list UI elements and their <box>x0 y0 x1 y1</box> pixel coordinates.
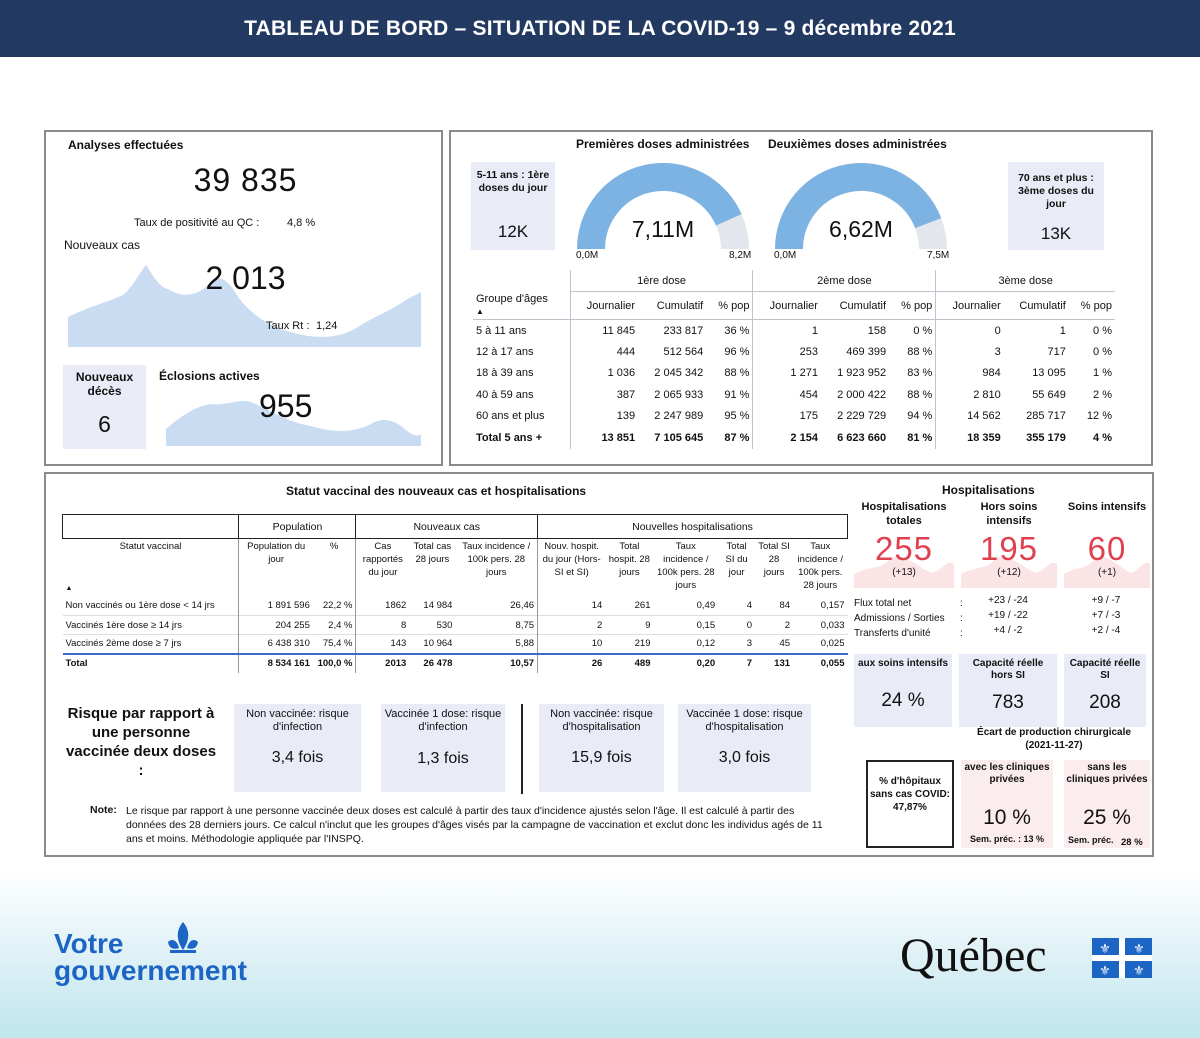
note-text: Le risque par rapport à une personne vaccinée deux doses est calculé à partir des taux d'incidence ajustés selon l'âge. Il est calculé à partir des données des 28 derniers jours. Ce calcul n'inclut que les groupes d'âges visés par la campagne de vaccination et exclut donc les individus agés de 11 ans et moins. Méthodologie appliquée par l'INSPQ. <box>126 805 823 845</box>
status-cell: 22,2 % <box>322 600 353 612</box>
sans-box <box>1064 760 1150 848</box>
dose-row <box>473 320 1115 342</box>
taux-rt-value: 1,24 <box>316 320 338 332</box>
dose-cell: 91 % <box>724 388 750 401</box>
group-header: Population <box>239 515 356 539</box>
status-cell: 8 534 161 <box>239 654 313 673</box>
status-cell: 9 <box>645 619 651 631</box>
flux-si: +2 / -4 <box>1091 625 1121 636</box>
col-header: Taux incidence / 100k pers. 28 jours <box>657 541 715 591</box>
status-cell: 0,12 <box>696 638 716 650</box>
status-cell: 14 984 <box>423 600 453 612</box>
positivite-label: Taux de positivité au QC : <box>134 217 260 229</box>
nouveaux-cas-label: Nouveaux cas <box>64 238 141 252</box>
status-row <box>63 597 848 616</box>
risk-label: Vaccinée 1 dose: risque d'infection <box>384 708 502 733</box>
taux-rt-label: Taux Rt : <box>266 320 310 332</box>
col-header: Total SI 28 jours <box>758 541 790 578</box>
flux-si: +9 / -7 <box>1091 595 1121 606</box>
col-header: % <box>329 541 339 552</box>
status-cell: 0 <box>746 619 753 631</box>
quebec-wordmark: Québec <box>900 929 1047 982</box>
risk-box <box>234 704 361 792</box>
status-row <box>63 635 848 654</box>
box-left-value: 12K <box>497 222 529 241</box>
deuxiemes-title: Deuxièmes doses administrées <box>768 137 947 151</box>
gov-logo-votre: Votre <box>54 928 124 959</box>
flux-colon: : <box>960 628 963 639</box>
status-cell: 100,0 % <box>313 654 356 673</box>
hosp-kpi-delta: (+13) <box>892 567 916 578</box>
dose-cell: 40 à 59 ans <box>476 388 534 401</box>
status-cell: 2 <box>784 619 791 631</box>
eclosions-value: 955 <box>259 388 313 424</box>
col-header: Population du jour <box>239 539 313 597</box>
dose-row <box>473 341 1115 363</box>
status-cell: 45 <box>779 638 791 650</box>
status-cell: 2 <box>538 616 606 635</box>
hosp-kpi-label: Hors soins intensifs <box>980 501 1038 527</box>
dose-cell: 158 <box>867 324 887 337</box>
col-header: Cumulatif <box>839 299 887 312</box>
dose-cell: 7 105 645 <box>654 431 704 444</box>
gauge1-max: 8,2M <box>729 250 752 261</box>
flux-colon: : <box>960 598 963 609</box>
positivite-value: 4,8 % <box>287 217 316 229</box>
dose-cell: 2 247 989 <box>654 410 704 423</box>
col-header: Journalier <box>570 292 638 320</box>
svg-text:⚜: ⚜ <box>1099 942 1111 957</box>
col-header-sortable[interactable] <box>63 539 239 597</box>
cap-label: Capacité réelle hors SI <box>972 658 1044 681</box>
cap-value: 208 <box>1089 692 1121 713</box>
dose-cell: 81 % <box>907 431 933 444</box>
col-header: % pop <box>1080 299 1112 312</box>
col-header: Cumulatif <box>1019 299 1066 312</box>
status-cell: Vaccinés 2ème dose ≥ 7 jrs <box>65 638 182 650</box>
ecart-title: Écart de production chirurgicale (2021-11-27) <box>977 727 1131 751</box>
avec-label: avec les cliniques privées <box>964 762 1050 785</box>
fleur-de-lys-icon <box>158 920 208 956</box>
box-left-5-11 <box>471 162 555 250</box>
risk-title: Risque par rapport à une personne vaccinée deux doses : <box>65 705 217 779</box>
dose-cell: 2 000 422 <box>837 388 887 401</box>
risk-label: Non vaccinée: risque d'infection <box>246 708 349 733</box>
flux-label: Admissions / Sorties <box>854 613 945 624</box>
group-header: Nouvelles hospitalisations <box>538 515 848 539</box>
dose-row <box>473 363 1115 385</box>
flux-label: Transferts d'unité <box>854 628 931 639</box>
cap-box <box>959 654 1057 727</box>
dose-cell: 88 % <box>907 388 933 401</box>
gauge2-min: 0,0M <box>774 250 797 261</box>
risk-value: 15,9 fois <box>571 749 632 766</box>
dose-cell: 83 % <box>907 367 933 380</box>
status-cell: 26,46 <box>510 600 535 612</box>
dose-cell: 36 % <box>724 324 750 337</box>
status-cell: 530 <box>436 619 453 631</box>
status-cell: 8 <box>356 616 409 635</box>
dose-header: 2ème dose <box>753 270 936 292</box>
hosp-kpi-label: Hospitalisations totales <box>861 501 947 527</box>
svg-text:⚜: ⚜ <box>1133 942 1145 957</box>
col-header: Journalier <box>936 292 1004 320</box>
dose-cell: 2 229 729 <box>837 410 887 423</box>
dose-cell: 355 179 <box>1026 431 1066 444</box>
dose-cell: 88 % <box>907 345 933 358</box>
dose-cell: 87 % <box>724 431 750 444</box>
sans-covid-text: % d'hôpitaux sans cas COVID: 47,87% <box>869 776 951 813</box>
sans-value: 25 % <box>1083 806 1131 829</box>
col-header: Cas rapportés du jour <box>356 539 409 597</box>
flux-hors-si: +19 / -22 <box>988 610 1028 621</box>
risk-label: Non vaccinée: risque d'hospitalisation <box>550 708 653 733</box>
dose-cell: 233 817 <box>663 324 704 337</box>
premieres-title: Premières doses administrées <box>576 137 750 151</box>
dose-cell: 5 à 11 ans <box>476 324 527 337</box>
sort-up-icon: ▲ <box>65 584 73 592</box>
cases-panel <box>44 130 443 466</box>
hosp-kpi <box>1064 500 1150 588</box>
status-cell: 0,20 <box>653 654 718 673</box>
status-cell: 0,033 <box>820 619 845 631</box>
panel3-title: Statut vaccinal des nouveaux cas et hospitalisations <box>286 484 587 498</box>
status-cell: 0,157 <box>820 600 845 612</box>
dose-row <box>473 384 1115 406</box>
status-cell: 2,4 % <box>328 619 353 631</box>
status-cell: Non vaccinés ou 1ère dose < 14 jrs <box>65 600 215 612</box>
dose-cell: 96 % <box>724 345 750 358</box>
dose-cell: 1 271 <box>753 363 821 385</box>
status-cell: 0,055 <box>793 654 847 673</box>
avec-value: 10 % <box>983 806 1031 829</box>
hosp-kpi-value: 255 <box>874 530 934 567</box>
dose-cell: 3 <box>936 341 1004 363</box>
risk-value: 3,0 fois <box>718 749 771 766</box>
deces-box <box>63 365 146 449</box>
doses-table <box>473 270 1115 449</box>
dose-cell: 18 359 <box>936 427 1004 449</box>
dose-cell: 12 % <box>1086 410 1112 423</box>
page-title: TABLEAU DE BORD – SITUATION DE LA COVID-19 – 9 décembre 2021 <box>0 0 1200 57</box>
status-cell: 0,025 <box>820 638 845 650</box>
status-cell: 10 964 <box>423 638 453 650</box>
risk-value: 3,4 fois <box>271 749 324 766</box>
risk-box <box>678 704 811 792</box>
box-left-label: 5-11 ans : 1ère doses du jour <box>476 169 550 194</box>
status-cell: 3 <box>746 638 753 650</box>
dose-cell: 14 562 <box>936 406 1004 428</box>
hosp-kpi-delta: (+12) <box>997 567 1021 578</box>
gauge1-min: 0,0M <box>576 250 599 261</box>
status-cell: 14 <box>538 597 606 616</box>
hosp-kpi <box>854 500 954 588</box>
col-header: Nouv. hospit. du jour (Hors-SI et SI) <box>538 539 606 597</box>
dose-cell: 13 851 <box>570 427 638 449</box>
cap-value: 783 <box>992 692 1024 713</box>
status-cell: 0,15 <box>696 619 716 631</box>
flux-colon: : <box>960 613 963 624</box>
dose-cell: 2 810 <box>936 384 1004 406</box>
analyses-value: 39 835 <box>193 162 298 198</box>
dose-cell: 717 <box>1047 345 1066 358</box>
dose-cell: 387 <box>570 384 638 406</box>
dose-header: 3ème dose <box>936 270 1115 292</box>
svg-text:⚜: ⚜ <box>1099 964 1111 978</box>
vaccine-status-panel <box>44 472 1154 857</box>
sans-covid-box <box>866 760 954 848</box>
divider <box>521 704 523 794</box>
status-cell: 6 438 310 <box>239 635 313 654</box>
hosp-kpi-delta: (+1) <box>1097 567 1117 578</box>
col-header: Taux incidence / 100k pers. 28 jours <box>797 541 843 591</box>
dose-cell: 444 <box>570 341 638 363</box>
dose-cell: 1 <box>753 320 821 342</box>
analyses-label: Analyses effectuées <box>68 138 184 152</box>
gauge2-value: 6,62M <box>829 216 893 242</box>
gov-logo-gouvernement: gouvernement <box>54 955 247 986</box>
hosp-title: Hospitalisations <box>942 483 1035 497</box>
col-header-label: Statut vaccinal <box>119 541 182 552</box>
dose-cell: 2 % <box>1093 388 1112 401</box>
col-header: Total cas 28 jours <box>413 541 452 565</box>
status-cell: 4 <box>746 600 753 612</box>
dose-cell: 11 845 <box>570 320 638 342</box>
gauge1-value: 7,11M <box>631 216 695 242</box>
dose-cell: 469 399 <box>846 345 887 358</box>
status-cell: 7 <box>718 654 755 673</box>
status-cell: 2013 <box>356 654 409 673</box>
sort-up-icon: ▲ <box>476 307 484 317</box>
deces-label: Nouveaux décès <box>75 370 134 398</box>
flux-si: +7 / -3 <box>1091 610 1121 621</box>
col-header: Cumulatif <box>656 299 704 312</box>
dose-cell: 94 % <box>907 410 933 423</box>
box-right-70plus <box>1008 162 1104 250</box>
dose-cell: 1 923 952 <box>837 367 887 380</box>
hosp-kpi-value: 195 <box>979 530 1039 567</box>
dose-cell: 88 % <box>724 367 750 380</box>
status-cell: 5,88 <box>515 638 535 650</box>
status-cell: 26 478 <box>409 654 455 673</box>
dose-cell: 285 717 <box>1026 410 1066 423</box>
col-header: Taux incidence / 100k pers. 28 jours <box>462 541 531 578</box>
flux-hors-si: +4 / -2 <box>993 625 1023 636</box>
dose-cell: 139 <box>570 406 638 428</box>
dose-row <box>473 427 1115 449</box>
status-cell: Total <box>63 654 239 673</box>
dose-cell: 2 045 342 <box>654 367 704 380</box>
box-right-label: 70 ans et plus : 3ème doses du jour <box>1018 172 1094 210</box>
dose-cell: 454 <box>753 384 821 406</box>
status-row <box>63 654 848 673</box>
col-header: Total hospit. 28 jours <box>608 541 650 578</box>
dose-cell: 1 % <box>1093 367 1112 380</box>
dose-cell: 2 065 933 <box>654 388 704 401</box>
dose-cell: 55 649 <box>1032 388 1066 401</box>
note-label: Note: <box>90 804 117 816</box>
status-cell: 261 <box>634 600 651 612</box>
dose-cell: 4 % <box>1093 431 1112 444</box>
col-header: % pop <box>718 299 750 312</box>
status-cell: 219 <box>634 638 651 650</box>
status-cell: 131 <box>755 654 793 673</box>
status-cell: Vaccinés 1ère dose ≥ 14 jrs <box>65 619 182 631</box>
cap-label: Capacité réelle SI <box>1069 658 1141 681</box>
dose-cell: 175 <box>753 406 821 428</box>
sans-prev-label: Sem. préc. <box>1068 835 1114 845</box>
eclosions-label: Éclosions actives <box>159 369 260 383</box>
dose-cell: 1 036 <box>570 363 638 385</box>
status-cell: 489 <box>605 654 653 673</box>
dose-cell: 984 <box>936 363 1004 385</box>
col-header: Total SI du jour <box>725 541 748 578</box>
flux-label: Flux total net <box>854 598 912 609</box>
box-right-value: 13K <box>1040 224 1072 243</box>
dose-cell: 0 % <box>1093 345 1112 358</box>
status-cell: 0,49 <box>696 600 716 612</box>
hosp-kpi-label: Soins intensifs <box>1067 501 1147 513</box>
status-cell: 1862 <box>356 597 409 616</box>
gov-logo <box>54 930 247 984</box>
sans-label: sans les cliniques privées <box>1066 762 1148 785</box>
risk-value: 1,3 fois <box>417 750 469 767</box>
status-cell: 10,57 <box>455 654 537 673</box>
status-cell: 8,75 <box>515 619 535 631</box>
cap-value: 24 % <box>881 690 925 711</box>
group-header: Nouveaux cas <box>356 515 538 539</box>
risk-box <box>381 704 505 792</box>
status-cell: 10 <box>538 635 606 654</box>
status-cell: 75,4 % <box>322 638 353 650</box>
vaccination-panel <box>449 130 1153 466</box>
deces-value: 6 <box>98 411 111 437</box>
dose-cell: 0 % <box>1093 324 1112 337</box>
risk-box <box>539 704 664 792</box>
status-table <box>62 514 848 673</box>
status-cell: 1 891 596 <box>239 597 313 616</box>
dose-cell: 2 154 <box>753 427 821 449</box>
dose-cell: 1 <box>1059 324 1066 337</box>
quebec-flag-icon <box>1092 938 1152 978</box>
gauge2-max: 7,5M <box>927 250 950 261</box>
status-cell: 143 <box>356 635 409 654</box>
dose-row <box>473 406 1115 428</box>
nouveaux-cas-value: 2 013 <box>205 260 286 296</box>
status-cell: 26 <box>538 654 606 673</box>
dose-cell: 95 % <box>724 410 750 423</box>
status-row <box>63 616 848 635</box>
dose-cell: 6 623 660 <box>837 431 887 444</box>
sans-prev-value: 28 % <box>1121 837 1143 848</box>
col-header: % pop <box>901 299 933 312</box>
hosp-kpi-value: 60 <box>1087 530 1127 567</box>
svg-text:⚜: ⚜ <box>1133 964 1145 978</box>
col-header: Groupe d'âges <box>476 293 548 306</box>
col-header: Journalier <box>753 292 821 320</box>
avec-prev: Sem. préc. : 13 % <box>969 834 1045 844</box>
hosp-kpi <box>961 500 1057 588</box>
dose-cell: 0 <box>936 320 1004 342</box>
dose-cell: 13 095 <box>1032 367 1066 380</box>
dose-header: 1ère dose <box>570 270 753 292</box>
col-header-sortable[interactable] <box>473 292 570 320</box>
cap-box <box>1064 654 1146 727</box>
flux-hors-si: +23 / -24 <box>988 595 1028 606</box>
dose-cell: 60 ans et plus <box>476 410 545 423</box>
dose-cell: Total 5 ans + <box>476 431 543 444</box>
cap-box <box>854 654 952 727</box>
dose-cell: 0 % <box>913 324 933 337</box>
dose-cell: 253 <box>753 341 821 363</box>
status-cell: 204 255 <box>239 616 313 635</box>
risk-label: Vaccinée 1 dose: risque d'hospitalisation <box>686 708 803 733</box>
dose-cell: 12 à 17 ans <box>476 345 534 358</box>
status-cell: 84 <box>779 600 791 612</box>
dose-cell: 512 564 <box>663 345 704 358</box>
cap-label: aux soins intensifs <box>857 658 949 669</box>
avec-box <box>961 760 1053 848</box>
dose-cell: 18 à 39 ans <box>476 367 534 380</box>
